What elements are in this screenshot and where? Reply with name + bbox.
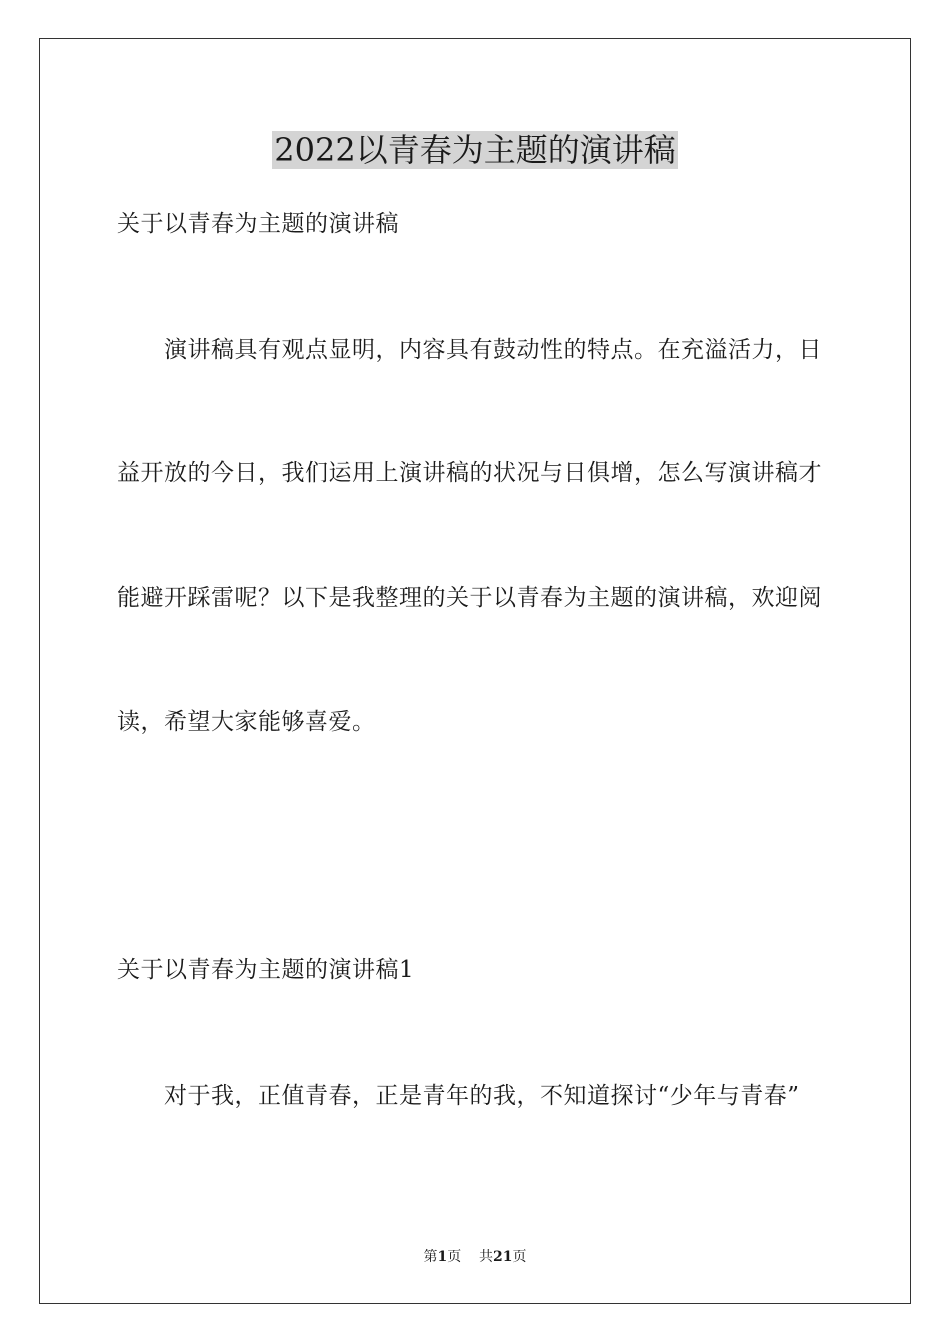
paragraph-line: 能避开踩雷呢？以下是我整理的关于以青春为主题的演讲稿，欢迎阅 (117, 585, 822, 611)
footer-total-unit: 页 (512, 1249, 527, 1265)
paragraph-line: 益开放的今日，我们运用上演讲稿的状况与日俱增，怎么写演讲稿才 (117, 460, 822, 486)
footer-page-prefix: 第 (423, 1249, 438, 1265)
footer-total-prefix: 共 (479, 1249, 494, 1265)
footer-page-number: 1 (437, 1249, 448, 1265)
page-footer (0, 1247, 950, 1267)
document-title-text: 2022以青春为主题的演讲稿 (274, 131, 676, 169)
document-title (0, 128, 950, 172)
subtitle-line: 关于以青春为主题的演讲稿 (117, 211, 399, 237)
footer-total-pages: 21 (493, 1249, 513, 1265)
paragraph-line: 读，希望大家能够喜爱。 (117, 709, 376, 735)
footer-page-unit: 页 (447, 1249, 462, 1265)
section-heading: 关于以青春为主题的演讲稿1 (117, 957, 415, 983)
paragraph-line: 演讲稿具有观点显明，内容具有鼓动性的特点。在充溢活力，日 (164, 337, 822, 363)
paragraph-line: 对于我，正值青春，正是青年的我，不知道探讨“少年与青春” (164, 1083, 800, 1109)
